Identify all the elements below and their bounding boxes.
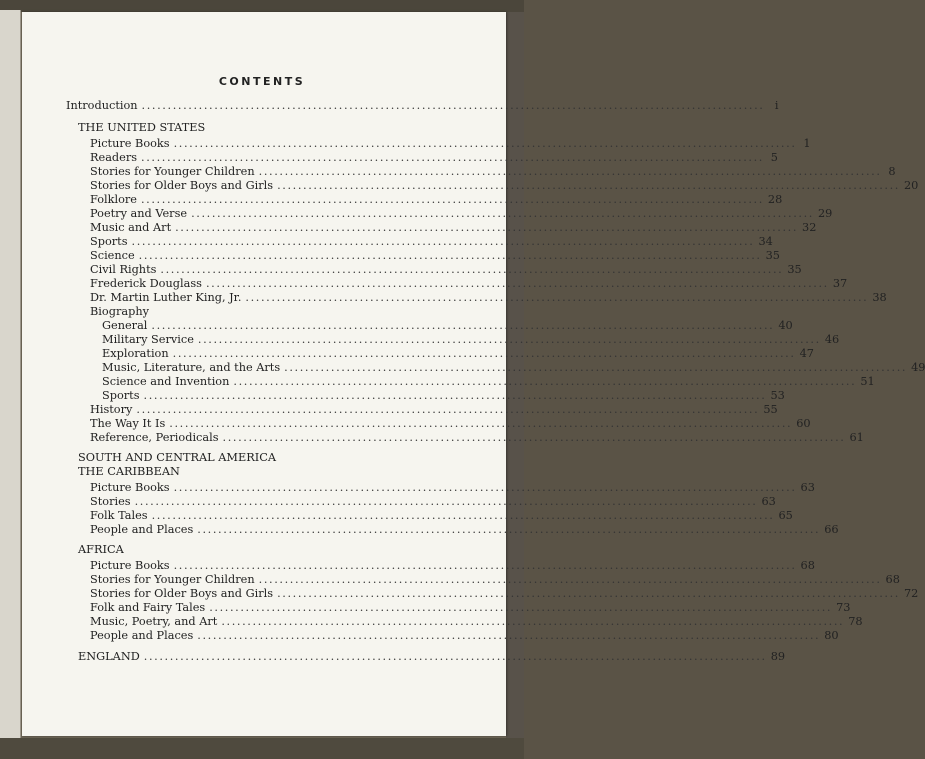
toc-page-number: 72 bbox=[904, 587, 919, 600]
toc-entry[interactable] bbox=[90, 481, 815, 495]
leader-dots: ........................................................................................................................ bbox=[191, 207, 814, 220]
toc-page-number: 68 bbox=[800, 559, 815, 572]
leader-dots: ........................................................................................................................ bbox=[131, 235, 755, 248]
toc-entry-label: Picture Books bbox=[90, 559, 170, 572]
toc-page-number: 63 bbox=[761, 495, 776, 508]
toc-entry[interactable] bbox=[90, 573, 900, 587]
toc-entry-label: Picture Books bbox=[90, 481, 170, 494]
toc-page-number: 34 bbox=[758, 235, 773, 248]
toc-page-number: 20 bbox=[904, 179, 919, 192]
toc-entry[interactable] bbox=[90, 137, 811, 151]
leader-dots: ........................................................................................................................ bbox=[136, 403, 760, 416]
toc-entry[interactable] bbox=[90, 235, 773, 249]
toc-entry[interactable] bbox=[90, 417, 811, 431]
leader-dots: ........................................................................................................................ bbox=[221, 615, 845, 628]
toc-entry-introduction[interactable] bbox=[66, 99, 779, 113]
toc-entry-label: Folklore bbox=[90, 193, 137, 206]
left-page-edge bbox=[0, 10, 21, 738]
leader-dots: ........................................................................................................................ bbox=[175, 221, 799, 234]
page-title: CONTENTS bbox=[218, 75, 306, 88]
section-heading-south-central-america: SOUTH AND CENTRAL AMERICA bbox=[78, 451, 276, 464]
cover-bottom-edge bbox=[0, 738, 524, 759]
toc-entry[interactable] bbox=[90, 601, 851, 615]
toc-entry-label: People and Places bbox=[90, 523, 194, 536]
toc-entry[interactable] bbox=[90, 291, 887, 305]
toc-page-number: 89 bbox=[770, 650, 786, 663]
leader-dots: ........................................................................................................................ bbox=[172, 347, 796, 360]
toc-entry[interactable] bbox=[90, 629, 839, 643]
toc-entry-label: Folk and Fairy Tales bbox=[90, 601, 206, 614]
toc-entry-label: The Way It Is bbox=[90, 417, 166, 430]
subsection-heading-biography: Biography bbox=[90, 305, 149, 318]
leader-dots: ........................................................................................................................ bbox=[277, 587, 900, 600]
leader-dots: ........................................................................................................................ bbox=[143, 389, 767, 402]
toc-entry[interactable] bbox=[90, 151, 778, 165]
toc-entry[interactable] bbox=[102, 361, 925, 375]
toc-page-number: 51 bbox=[860, 375, 875, 388]
toc-entry-label: Frederick Douglass bbox=[90, 277, 202, 290]
toc-entry-england[interactable] bbox=[78, 650, 786, 664]
toc-page-number: 37 bbox=[832, 277, 848, 290]
toc-page-number: 1 bbox=[803, 137, 811, 150]
toc-page-number: 73 bbox=[836, 601, 851, 614]
toc-entry-label: Science bbox=[90, 249, 135, 262]
toc-entry-label: Folk Tales bbox=[90, 509, 148, 522]
leader-dots: ........................................................................................................................ bbox=[245, 291, 869, 304]
toc-entry-label: Sports bbox=[102, 389, 140, 402]
leader-dots: ........................................................................................................................ bbox=[140, 193, 764, 206]
toc-page-number: 78 bbox=[848, 615, 863, 628]
leader-dots: ........................................................................................................................ bbox=[258, 165, 882, 178]
leader-dots: ........................................................................................................................ bbox=[151, 319, 775, 332]
toc-entry[interactable] bbox=[90, 165, 896, 179]
leader-dots: ........................................................................................................................ bbox=[258, 573, 882, 586]
leader-dots: ........................................................................................................................ bbox=[197, 523, 821, 536]
leader-dots: ........................................................................................................................ bbox=[197, 333, 821, 346]
toc-entry-label: General bbox=[102, 319, 148, 332]
toc-entry-label: Reference, Periodicals bbox=[90, 431, 219, 444]
toc-entry[interactable] bbox=[90, 495, 776, 509]
toc-page-number: 46 bbox=[824, 333, 840, 346]
toc-page-number: 53 bbox=[770, 389, 785, 402]
toc-entry[interactable] bbox=[102, 333, 840, 347]
toc-entry-label: Stories for Younger Children bbox=[90, 573, 255, 586]
section-heading-united-states: THE UNITED STATES bbox=[78, 121, 206, 134]
toc-entry-label: Stories for Older Boys and Girls bbox=[90, 179, 274, 192]
toc-page-number: 28 bbox=[767, 193, 783, 206]
leader-dots: ........................................................................................................................ bbox=[284, 361, 908, 374]
leader-dots: ........................................................................................................................ bbox=[141, 99, 765, 112]
section-heading-africa: AFRICA bbox=[78, 543, 124, 556]
toc-entry[interactable] bbox=[90, 179, 919, 193]
toc-entry-label: Music and Art bbox=[90, 221, 172, 234]
toc-page-number: 5 bbox=[770, 151, 778, 164]
leader-dots: ........................................................................................................................ bbox=[173, 137, 797, 150]
toc-entry[interactable] bbox=[90, 431, 864, 445]
toc-page-number: i bbox=[774, 99, 779, 112]
toc-entry[interactable] bbox=[102, 389, 785, 403]
toc-page-number: 35 bbox=[765, 249, 780, 262]
toc-page-number: 63 bbox=[800, 481, 815, 494]
cover-top-edge bbox=[0, 0, 524, 12]
toc-entry[interactable] bbox=[90, 263, 802, 277]
leader-dots: ........................................................................................................................ bbox=[209, 601, 833, 614]
leader-dots: ........................................................................................................................ bbox=[151, 509, 775, 522]
toc-entry-label: Introduction bbox=[66, 99, 138, 112]
leader-dots: ........................................................................................................................ bbox=[205, 277, 829, 290]
leader-dots: ........................................................................................................................ bbox=[277, 179, 900, 192]
toc-page-number: 61 bbox=[849, 431, 864, 444]
toc-entry-label: History bbox=[90, 403, 133, 416]
toc-page-number: 8 bbox=[888, 165, 896, 178]
toc-entry[interactable] bbox=[90, 403, 778, 417]
toc-entry[interactable] bbox=[90, 509, 793, 523]
toc-page-number: 40 bbox=[778, 319, 793, 332]
leader-dots: ........................................................................................................................ bbox=[173, 559, 797, 572]
toc-entry[interactable] bbox=[90, 207, 833, 221]
toc-entry-label: Music, Literature, and the Arts bbox=[102, 361, 281, 374]
toc-entry-label: Music, Poetry, and Art bbox=[90, 615, 218, 628]
toc-entry[interactable] bbox=[102, 375, 875, 389]
leader-dots: ........................................................................................................................ bbox=[160, 263, 784, 276]
section-subheading-caribbean: THE CARIBBEAN bbox=[78, 465, 180, 478]
toc-page-number: 65 bbox=[778, 509, 793, 522]
toc-entry[interactable] bbox=[90, 277, 848, 291]
toc-page-number: 32 bbox=[802, 221, 817, 234]
toc-entry-label: Military Service bbox=[102, 333, 194, 346]
toc-entry-label: Readers bbox=[90, 151, 138, 164]
toc-entry-label: Civil Rights bbox=[90, 263, 157, 276]
leader-dots: ........................................................................................................................ bbox=[169, 417, 793, 430]
toc-entry-label: Science and Invention bbox=[102, 375, 230, 388]
toc-entry-label: Poetry and Verse bbox=[90, 207, 188, 220]
toc-entry[interactable] bbox=[90, 615, 863, 629]
toc-page-number: 35 bbox=[787, 263, 802, 276]
toc-page-number: 68 bbox=[885, 573, 900, 586]
leader-dots: ........................................................................................................................ bbox=[141, 151, 764, 164]
toc-page-number: 47 bbox=[799, 347, 814, 360]
toc-page-number: 80 bbox=[824, 629, 839, 642]
leader-dots: ........................................................................................................................ bbox=[138, 249, 762, 262]
toc-page-number: 38 bbox=[872, 291, 887, 304]
leader-dots: ........................................................................................................................ bbox=[222, 431, 846, 444]
toc-entry-label: Sports bbox=[90, 235, 128, 248]
toc-entry[interactable] bbox=[102, 319, 793, 333]
toc-entry[interactable] bbox=[90, 523, 839, 537]
toc-entry-label: Dr. Martin Luther King, Jr. bbox=[90, 291, 242, 304]
toc-entry-label: ENGLAND bbox=[78, 650, 140, 663]
toc-entry-label: Exploration bbox=[102, 347, 169, 360]
toc-entry[interactable] bbox=[90, 221, 817, 235]
toc-entry[interactable] bbox=[102, 347, 814, 361]
toc-entry[interactable] bbox=[90, 587, 919, 601]
toc-entry[interactable] bbox=[90, 249, 780, 263]
toc-entry-label: People and Places bbox=[90, 629, 194, 642]
toc-page-number: 66 bbox=[824, 523, 839, 536]
toc-page-number: 49 bbox=[911, 361, 925, 374]
toc-entry[interactable] bbox=[90, 193, 783, 207]
leader-dots: ........................................................................................................................ bbox=[134, 495, 758, 508]
toc-entry-label: Stories for Younger Children bbox=[90, 165, 255, 178]
toc-page-number: 55 bbox=[763, 403, 778, 416]
toc-entry-label: Stories for Older Boys and Girls bbox=[90, 587, 274, 600]
toc-entry-label: Stories bbox=[90, 495, 131, 508]
toc-entry-label: Picture Books bbox=[90, 137, 170, 150]
leader-dots: ........................................................................................................................ bbox=[233, 375, 857, 388]
leader-dots: ........................................................................................................................ bbox=[197, 629, 821, 642]
toc-entry[interactable] bbox=[90, 559, 815, 573]
leader-dots: ........................................................................................................................ bbox=[143, 650, 767, 663]
toc-page-number: 60 bbox=[796, 417, 811, 430]
leader-dots: ........................................................................................................................ bbox=[173, 481, 797, 494]
toc-page-number: 29 bbox=[818, 207, 833, 220]
